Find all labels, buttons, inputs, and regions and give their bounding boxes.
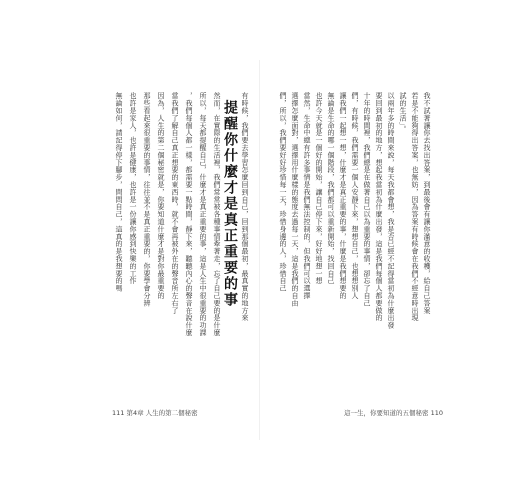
text-column: 有時候，我們要去學習怎麼回到自己，回到那個最初，最真實的地方來 — [241, 92, 249, 322]
text-column: 無論如何，請記得停下腳步，問問自己，這真的是我想要的嗎 — [115, 92, 123, 292]
left-page-folio: 111 第4章 人生的第二個秘密 — [112, 409, 198, 417]
text-column: 我不試著讓你去找出答案，到最後會有讓你滿意的收穫，給自己答案 — [423, 92, 431, 314]
right-page — [276, 92, 431, 392]
left-page — [112, 92, 252, 392]
text-column: 那些看起來很重要的事情，往往並不是真正重要的，你要學會分辨 — [143, 92, 151, 307]
page-fold — [259, 60, 260, 440]
text-column: 無論是生命的哪一個階段，我們都可以重新開始，找回自己 — [327, 92, 335, 285]
text-column: 當我們了解自己真正想要的東西時，就不會再被外在的聲音所左右了 — [171, 92, 179, 314]
text-column: 以兩年多的時間來說，每天我都會想，我是否已經不記得當初為什麼出發 — [387, 92, 395, 329]
text-column: 們，所以，我們要好好珍惜每一天，珍惜身邊的人，珍惜自己 — [279, 92, 287, 292]
text-column: 所以，每天都提醒自己，什麼才是真正重要的事，這是人生中很重要的功課 — [199, 92, 207, 337]
text-column: 當然，生命中總有許多事情是我們無法控制的，但我們可以選擇 — [303, 92, 311, 300]
text-column: ，我們每個人都一樣，都需要一點時間，靜下來，聽聽內心的聲音在說什麼 — [185, 92, 193, 337]
text-column: 也許今天就是一個好的開始，讓自己停下來，好好地想一想 — [315, 92, 323, 285]
text-column: 選擇怎麼面對，選擇用什麼樣的態度去過每一天，這是我們的自由 — [291, 92, 299, 307]
text-column: 然而，在實際的生活裡，我們常常被各種事情牽著走，忘了自己要的是什麼 — [213, 92, 221, 337]
text-column: 十年的時間裡，我們總是在做著自己以為重要的事情，卻忘了自己 — [363, 92, 371, 307]
text-column: 若是不能夠得出答案，也無妨，因為答案有時候會在我們不經意時出現 — [411, 92, 419, 322]
text-column: 也許是家人，也許是健康，也許是一份讓你感到快樂的工作 — [129, 92, 137, 285]
text-column: 讓我們一起想一想，什麼才是真正重要的事，什麼是我們想要的 — [339, 92, 347, 300]
right-page-folio: 這一生，你要知道的五個秘密 110 — [344, 409, 443, 417]
chapter-title: 提醒你什麼才是真正重要的事 — [222, 100, 238, 308]
text-column: 們，有時候，我們需要一個人安靜下來，想想自己，也想想別人 — [351, 92, 359, 300]
text-column: 要回到最初的地方，想起我當初為什麼出發，這是我們每個人都要做的 — [375, 92, 383, 322]
text-column: 試的生活」。 — [399, 92, 407, 133]
text-column: 因為，人生的第二個秘密就是，你要知道什麼才是對你最重要的 — [157, 92, 165, 300]
